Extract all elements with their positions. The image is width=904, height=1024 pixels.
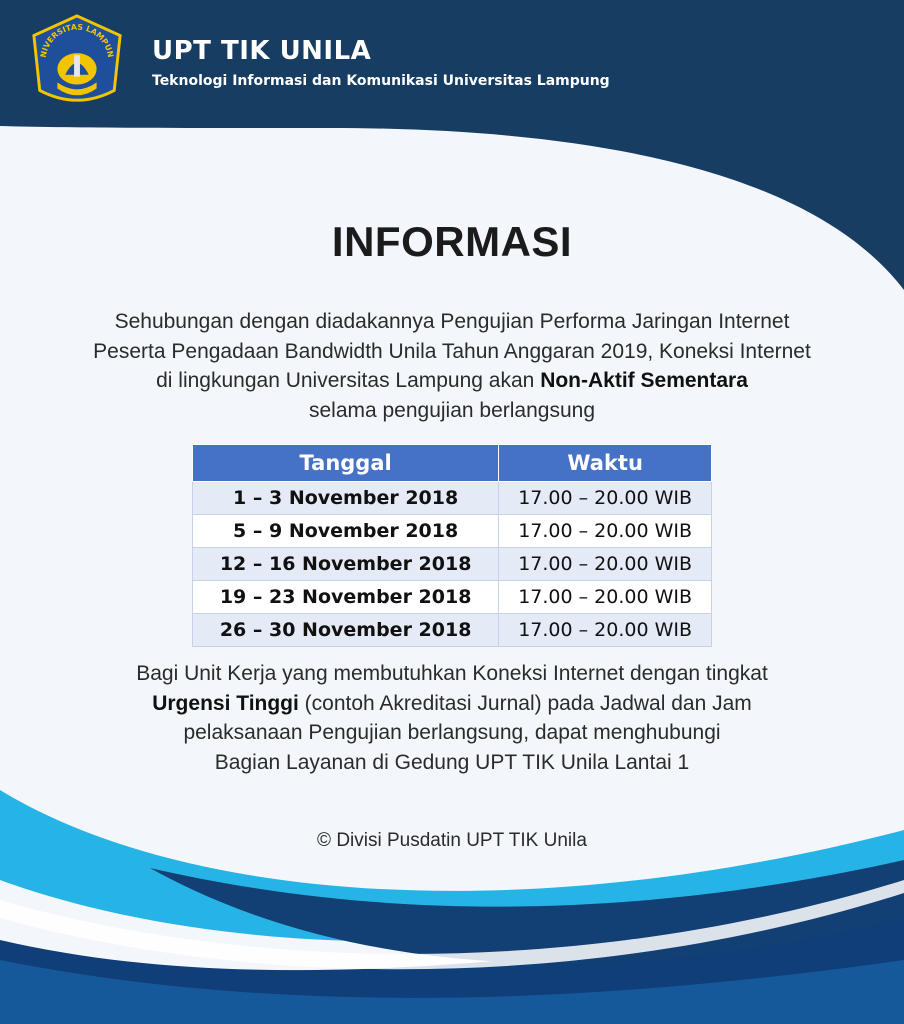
contact-line-2: [60, 689, 844, 719]
intro-paragraph: [60, 307, 844, 425]
table-header-row: [193, 445, 712, 482]
intro-line-1: Sehubungan dengan diadakannya Pengujian Performa Jaringan Internet: [114, 310, 790, 333]
page-title: INFORMASI: [331, 218, 573, 265]
row-time: 17.00 – 20.00 WIB: [499, 548, 712, 581]
header-tanggal: Tanggal: [193, 445, 499, 482]
university-logo: [28, 12, 126, 110]
row-time: 17.00 – 20.00 WIB: [499, 482, 712, 515]
contact-line-4: Bagian Layanan di Gedung UPT TIK Unila Lantai 1: [214, 750, 690, 774]
contact-line-2-text: (contoh Akreditasi Jurnal) pada Jadwal dan Jam: [298, 691, 752, 715]
header-waktu: Waktu: [499, 445, 712, 482]
contact-line-3: pelaksanaan Pengujian berlangsung, dapat menghubungi: [183, 721, 721, 744]
contact-paragraph: [60, 659, 844, 777]
table-row: [193, 548, 712, 581]
copyright-text: © Divisi Pusdatin UPT TIK Unila: [317, 830, 587, 851]
intro-line-4: selama pengujian berlangsung: [308, 398, 596, 422]
intro-line-2: Peserta Pengadaan Bandwidth Unila Tahun Anggaran 2019, Koneksi Internet: [93, 339, 811, 363]
row-time: 17.00 – 20.00 WIB: [499, 581, 712, 614]
contact-line-1: Bagi Unit Kerja yang membutuhkan Koneksi Internet dengan tingkat: [136, 662, 768, 685]
row-date: 1 – 3 November 2018: [193, 482, 499, 515]
row-date: 12 – 16 November 2018: [193, 548, 499, 581]
row-time: 17.00 – 20.00 WIB: [499, 515, 712, 548]
header-title: UPT TIK UNILA: [152, 36, 372, 66]
row-date: 26 – 30 November 2018: [193, 614, 499, 647]
contact-emphasis: Urgensi Tinggi: [152, 691, 299, 715]
row-date: 5 – 9 November 2018: [193, 515, 499, 548]
header: [152, 36, 610, 90]
table-row: [193, 482, 712, 515]
logo-ring-text: NIVERSITAS LAMPUN: [38, 22, 116, 59]
table-row: [193, 515, 712, 548]
intro-line-3: [60, 366, 844, 396]
row-date: 19 – 23 November 2018: [193, 581, 499, 614]
logo-emblem-icon: [28, 12, 126, 110]
intro-emphasis: Non-Aktif Sementara: [540, 369, 748, 392]
header-subtitle: Teknologi Informasi dan Komunikasi Universitas Lampung: [152, 73, 610, 89]
table-row: [193, 614, 712, 647]
row-time: 17.00 – 20.00 WIB: [499, 614, 712, 647]
intro-line-3-text: di lingkungan Universitas Lampung akan: [156, 369, 541, 392]
schedule-table: [192, 444, 712, 647]
table-row: [193, 581, 712, 614]
